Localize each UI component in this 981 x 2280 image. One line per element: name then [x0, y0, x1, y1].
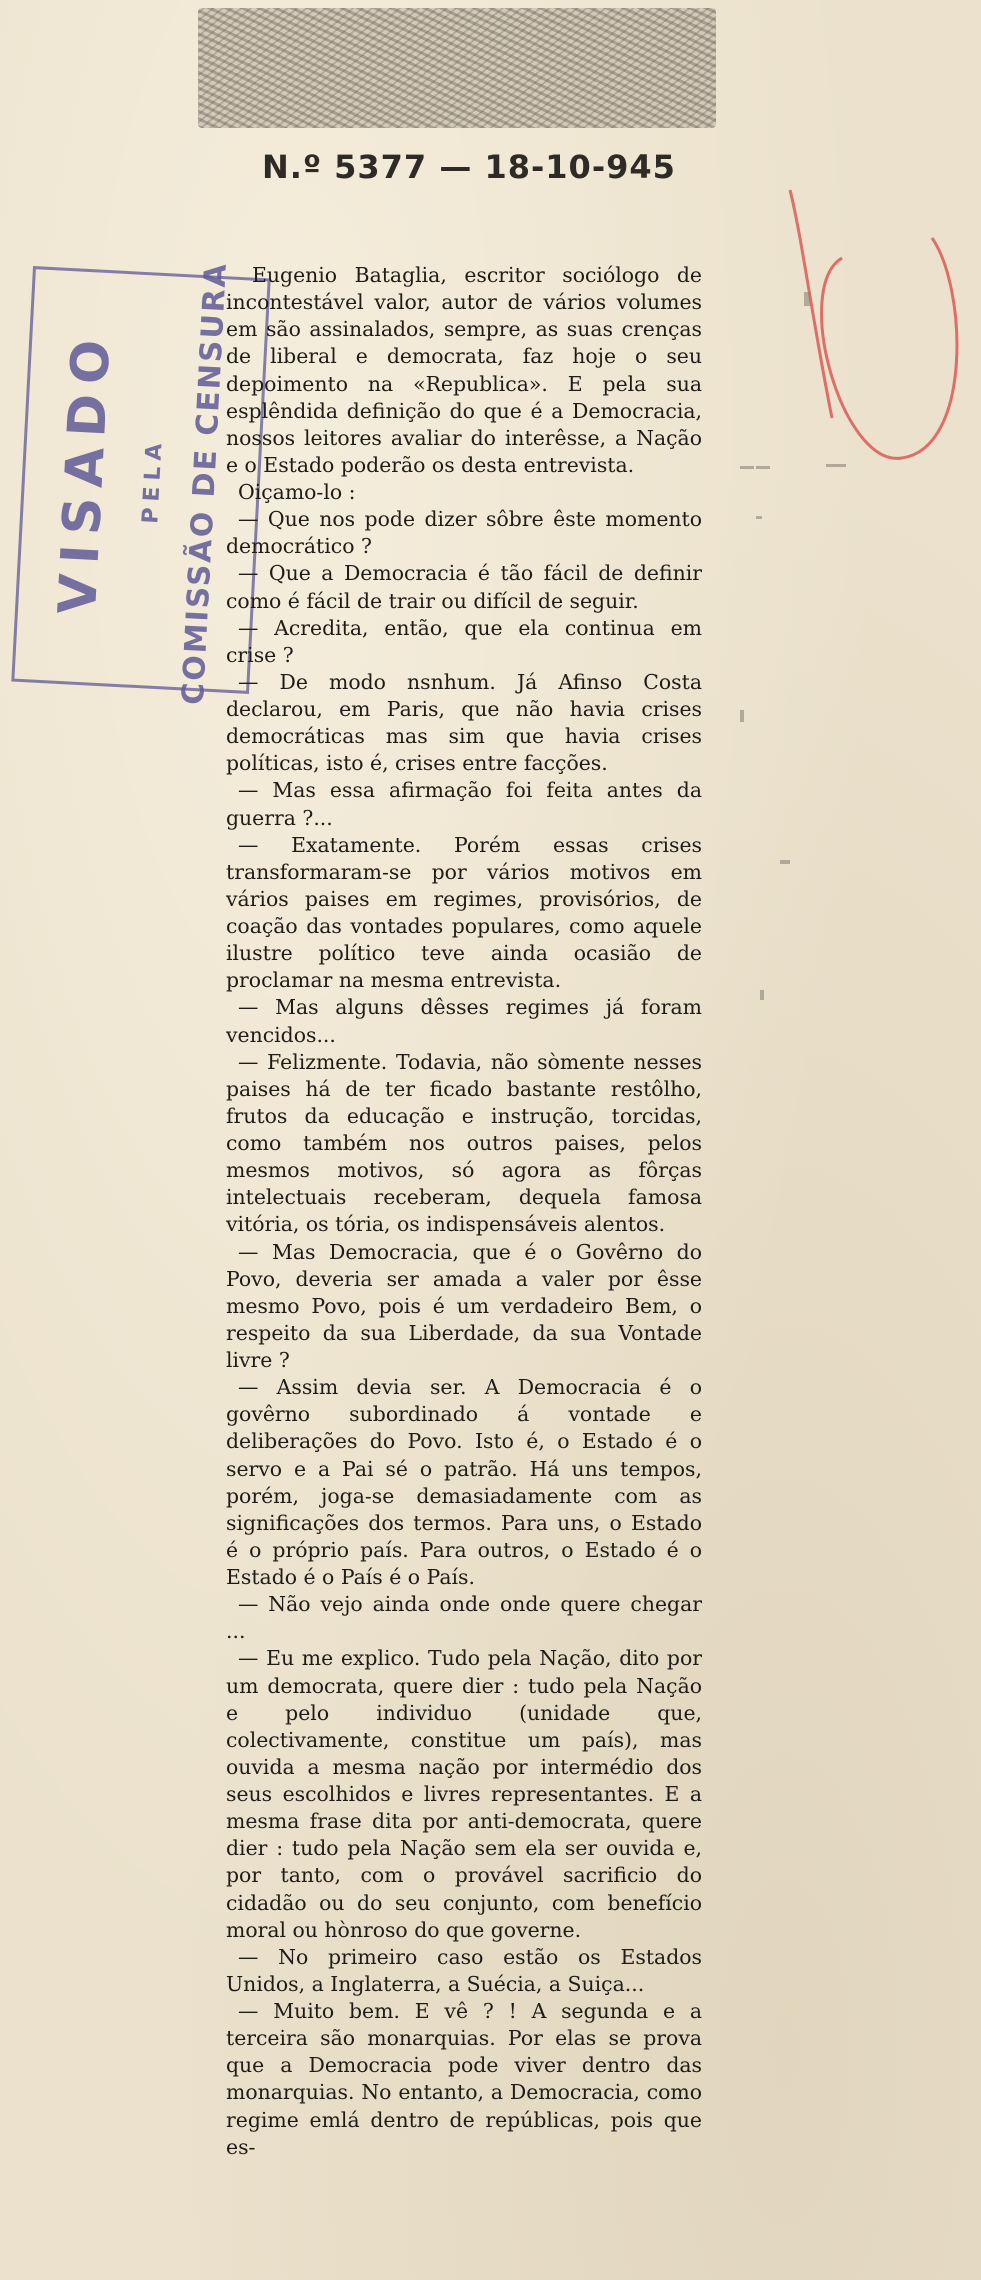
article-paragraph: — Mas essa afirmação foi feita antes da guerra ?... [226, 778, 702, 830]
article-body [226, 262, 702, 2161]
article-paragraph: — Eu me explico. Tudo pela Nação, dito por um democrata, quere dier : tudo pela Nação e pelo individuo (unidade que, colectivamente, constitue um país), mas ouvida a mesma nação por intermédio dos seus escolhidos e livres representantes. E a mesma frase dita por anti-democrata, quere dier : tudo pela Nação sem ela ser ouvida e, por tanto, com o provável sacrificio do cidadão ou do seu conjunto, com benefício moral ou hònroso do que governe. [226, 1646, 702, 1942]
article-paragraph: — Não vejo ainda onde onde quere chegar ... [226, 1592, 702, 1644]
article-paragraph: — No primeiro caso estão os Estados Unidos, a Inglaterra, a Suécia, a Suiça... [226, 1944, 702, 1996]
article-paragraph: — Que a Democracia é tão fácil de definir como é fácil de trair ou difícil de seguir. [226, 561, 702, 613]
article-paragraph: — Muito bem. E vê ? ! A segunda e a terceira são monarquias. Por elas se prova que a Democracia pode viver dentro das monarquias. No entanto, a Democracia, como regime emlá dentro de repúblicas, pois que es- [226, 1999, 702, 2159]
article-paragraph: — Felizmente. Todavia, não sòmente nesses paises há de ter ficado bastante restôlho, frutos da educação e instrução, torcidas, como também nos outros paises, pelos mesmos motivos, só agora as fôrças intelectuais receberam, dequela famosa vitória, os tória, os indispensáveis alentos. [226, 1049, 702, 1237]
article-paragraph: — Exatamente. Porém essas crises transformaram-se por vários motivos em vários paises em regimes, provisórios, de coação das vontades populares, como aquele ilustre político teve ainda ocasião de proclamar na mesma entrevista. [226, 832, 702, 993]
margin-bleed-marks [700, 270, 981, 1170]
article-paragraph: — Mas alguns dêsses regimes já foram vencidos... [226, 995, 702, 1047]
stamp-visado-text: VISADO [47, 328, 123, 616]
stamp-comissao-text: COMISSÃO DE CENSURA [175, 261, 234, 706]
article-paragraph: — Assim devia ser. A Democracia é o govêrno subordinado á vontade e deliberações do Povo. Isto é, o Estado é o servo e a Pai sé o patrão. Há uns tempos, porém, joga-se demasiadamente com as significações dos termos. Para uns, o Estado é o próprio país. Para outros, o Estado é o Estado é o País é o País. [226, 1375, 702, 1589]
article-paragraph: Eugenio Bataglia, escritor sociólogo de incontestável valor, autor de vários volumes em são assinalados, sempre, as suas crenças de liberal e democrata, faz hoje o seu depoimento na «Republica». E pela sua esplêndida definição do que é a Democracia, nossos leitores avaliar do interêsse, a Nação e o Estado poderão os desta entrevista. [226, 263, 702, 477]
article-paragraph: — Mas Democracia, que é o Govêrno do Povo, deveria ser amada a valer por êsse mesmo Povo, pois é um verdadeiro Bem, o respeito da sua Liberdade, da sua Vontade livre ? [226, 1239, 702, 1372]
stamp-pela-text: PELA [138, 436, 168, 525]
article-paragraph: Oiçamo-lo : [238, 480, 356, 504]
issue-number-date: N.º 5377 — 18-10-945 [262, 148, 676, 186]
article-paragraph: — De modo nsnhum. Já Afinso Costa declarou, em Paris, que não havia crises democráticas mas sim que havia crises políticas, isto é, crises entre facções. [226, 669, 702, 776]
masthead-smudge [198, 8, 716, 128]
article-paragraph: — Que nos pode dizer sôbre êste momento democrático ? [226, 507, 702, 559]
article-paragraph: — Acredita, então, que ela continua em crise ? [226, 615, 702, 667]
